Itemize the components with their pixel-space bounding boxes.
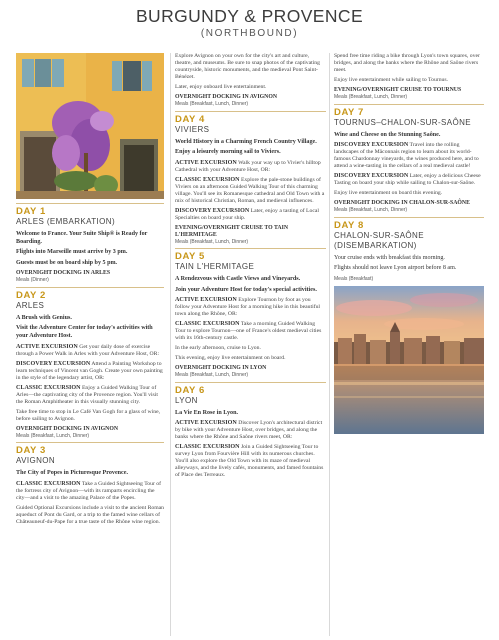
day-3-entertainment: Later, enjoy onboard live entertainment. [175,84,267,90]
day-3-excursion [16,481,164,502]
day-4-heading: DAY 4 [175,111,326,125]
day-4-sail: Enjoy a leisurely morning sail to Viviers. [175,149,281,156]
day-3-place: AVIGNON [16,456,56,466]
day-4-excursion [175,177,326,205]
day-1-boarding-note: Guests must be on board ship by 5 pm. [16,259,118,266]
excursion-text: Take a Guided Sightseeing Tour of the fortress city of Avignon—with its ramparts encircling the city—and a visit to the amazing Palace of the Popes. [16,480,162,501]
day-4-excursion [175,160,326,174]
excursion-text: Explore Tournon by foot as you follow your Adventure Host for a morning hike in this beautiful town along the Rhône, OR: [175,297,321,318]
day-6-overnight: EVENING/OVERNIGHT CRUISE TO TOURNUS [334,87,462,93]
day-2-excursion [16,344,164,358]
excursion-type: DISCOVERY EXCURSION [16,360,91,367]
day-1-tagline: Welcome to France. Your Suite Ship® is Ready for Boarding. [16,231,148,245]
page-subtitle: (NORTHBOUND) [200,28,299,39]
day-6-excursion [175,444,326,479]
arles-flower-facade-photo [16,53,164,199]
day-7-heading: DAY 7 [334,104,484,118]
day-5-excursion [175,321,326,342]
day-6-excursion [175,420,326,441]
day-2-excursion [16,385,164,406]
excursion-type: ACTIVE EXCURSION [16,343,78,350]
excursion-type: DISCOVERY EXCURSION [334,173,409,180]
day-7-place: TOURNUS–CHALON-SUR-SAÔNE [334,117,472,127]
day-4-meals: Meals (Breakfast, Lunch, Dinner) [175,238,249,245]
column-divider [329,53,330,636]
excursion-type: CLASSIC EXCURSION [16,480,81,487]
day-8-heading: DAY 8 [334,217,484,231]
excursion-text: Later, enjoy a tasting of Local Specialties on board your ship. [175,207,319,221]
excursion-type: CLASSIC EXCURSION [16,384,81,391]
day-2-excursion [16,361,164,382]
day-4-place: VIVIERS [175,124,210,134]
day-2-overnight: OVERNIGHT DOCKING IN AVIGNON [16,425,119,432]
excursion-text: Get your daily dose of exercise through a Power Walk in Arles with your Adventure Host, OR: [16,343,160,357]
day-5-excursion [175,297,326,318]
excursion-text: Explore the pale-stone buildings of Viviers on an afternoon Guided Walking Tour of this charming village. You'll see its Romanesque cathedral and Old Town with a mix of historical Christian, Roman, and medieval influences. [175,176,325,204]
day-6-heading: DAY 6 [175,382,326,396]
excursion-type: CLASSIC EXCURSION [175,444,240,451]
day-5-intro: Join your Adventure Host for today's special activities. [175,286,317,293]
excursion-type: ACTIVE EXCURSION [175,159,237,166]
day-3-explore: Explore Avignon on your own for the city's art and culture, theatre, and museums. Be sure to snap photos of the captivating countryside, historic monuments, and the medieval Pont Saint-Bénézet. [175,53,320,80]
day-2-free-time: Take free time to stop in Le Café Van Gogh for a glass of wine, before sailing to Avignon. [16,408,161,422]
day-4-overnight: EVENING/OVERNIGHT CRUISE TO TAIN L'HERMITAGE [175,224,289,238]
excursion-text: Enjoy a Guided Walking Tour of Arles—the captivating city of the Provence region. You'll visit the Roman Amphitheater in this visually stunning city. [16,384,158,405]
day-5-cruise: In the early afternoon, cruise to Lyon. [175,345,261,352]
day-2-heading: DAY 2 [16,287,164,301]
excursion-type: CLASSIC EXCURSION [175,176,240,183]
excursion-text: Travel into the rolling landscapes of the Mâconnais region to learn about its world-famous Chardonnay vineyards, the wines produced here, and to attend a wine-tasting in the cellars of a real medieval castle! [334,142,479,170]
day-6-entertainment: Enjoy live entertainment while sailing to Tournus. [334,77,449,83]
excursion-type: DISCOVERY EXCURSION [175,207,250,214]
day-1-overnight: OVERNIGHT DOCKING IN ARLES [16,270,111,277]
day-1-meals: Meals (Dinner) [16,277,49,284]
day-8-meals: Meals (Breakfast) [334,275,374,282]
page-title: BURGUNDY & PROVENCE [135,6,364,26]
chalon-riverside-sunset-photo [334,286,484,434]
excursion-text: Discover Lyon's architectural district by bike with your Adventure Host, over bridges, and along the banks where the Rhône and Saône rivers meet, OR: [175,420,323,441]
excursion-text: Later, enjoy a delicious Cheese Tasting on board your ship while sailing to Chalon-sur-Saône. [334,173,481,187]
day-6-free-time: Spend free time riding a bike through Lyon's town squares, over bridges, and along the banks where the Rhône and Saône rivers meet. [334,53,480,73]
excursion-text: Attend a Painting Workshop to learn techniques of Vincent van Gogh. Create your own painting in the style of the legendary artist, OR: [16,360,163,381]
day-5-heading: DAY 5 [175,248,326,262]
day-3-meals: Meals (Breakfast, Lunch, Dinner) [175,101,249,107]
day-3-heading: DAY 3 [16,442,164,456]
day-3-optional: Guided Optional Excursions include a visit to the ancient Roman aqueduct of Pont du Gard, or a trip to the famed wine cellars of Châteauneuf-du-Pape for a true taste of the Rhône wine region. [16,504,164,525]
day-5-overnight: OVERNIGHT DOCKING IN LYON [175,365,267,372]
day-3-overnight: OVERNIGHT DOCKING IN AVIGNON [175,94,278,100]
day-2-intro: Visit the Adventure Center for today's activities with your Adventure Host. [16,325,153,340]
day-7-excursion [334,142,484,170]
day-7-meals: Meals (Breakfast, Lunch, Dinner) [334,207,408,214]
itinerary-column-3 [334,53,484,638]
day-1-flight-note: Flights into Marseille must arrive by 3 pm. [16,249,128,256]
excursion-text: Join a Guided Sightseeing Tour to survey Lyon from Fourvière Hill with its numerous churches. You'll also explore the Old Town with its maze of medieval alleyways, and the lively cafés, monuments, and famed fountains of Place des Terreaux. [175,444,324,479]
excursion-type: CLASSIC EXCURSION [175,321,240,328]
day-4-excursion [175,208,326,222]
day-2-place: ARLES [16,300,45,310]
day-5-tagline: A Rendezvous with Castle Views and Vineyards. [175,276,301,283]
excursion-text: Take a morning Guided Walking Tour to explore Tournon—one of France's oldest medieval cities with its 16th-century castle. [175,321,322,342]
day-3-tagline: The City of Popes in Picturesque Provence. [16,470,128,477]
day-7-excursion [334,173,484,187]
day-5-place: TAIN L'HERMITAGE [175,262,255,272]
day-7-entertainment: Enjoy live entertainment on board this evening. [334,190,443,197]
day-1-place: ARLES (EMBARKATION) [16,217,116,226]
day-8-place: CHALON-SUR-SAÔNE [334,230,424,240]
day-5-entertainment: This evening, enjoy live entertainment on board. [175,355,286,362]
day-2-meals: Meals (Breakfast, Lunch, Dinner) [16,432,90,439]
day-1-heading: DAY 1 [16,203,164,217]
excursion-type: ACTIVE EXCURSION [175,297,237,304]
day-8-cruise-end: Your cruise ends with breakfast this morning. [334,254,445,261]
day-8-flight-note: Flights should not leave Lyon airport before 8 am. [334,265,457,272]
excursion-text: Walk your way up to Vivier's hilltop Cathedral with your Adventure Host, OR: [175,159,321,173]
day-6-tagline: La Vie En Rose in Lyon. [175,409,238,416]
day-7-overnight: OVERNIGHT DOCKING IN CHALON-SUR-SAÔNE [334,200,470,207]
excursion-type: DISCOVERY EXCURSION [334,142,409,149]
day-6-place: LYON [175,395,198,405]
day-6-meals: Meals (Breakfast, Lunch, Dinner) [334,94,408,100]
itinerary-column-2 [175,53,326,638]
day-5-meals: Meals (Breakfast, Lunch, Dinner) [175,372,249,379]
day-7-tagline: Wine and Cheese on the Stunning Saône. [334,131,441,138]
column-divider [170,53,171,636]
itinerary-column-1 [16,53,164,638]
day-8-place-note: (DISEMBARKATION) [334,240,417,250]
day-2-tagline: A Brush with Genius. [16,314,72,321]
excursion-type: ACTIVE EXCURSION [175,420,237,427]
day-4-tagline: World History in a Charming French Country Village. [175,138,317,145]
